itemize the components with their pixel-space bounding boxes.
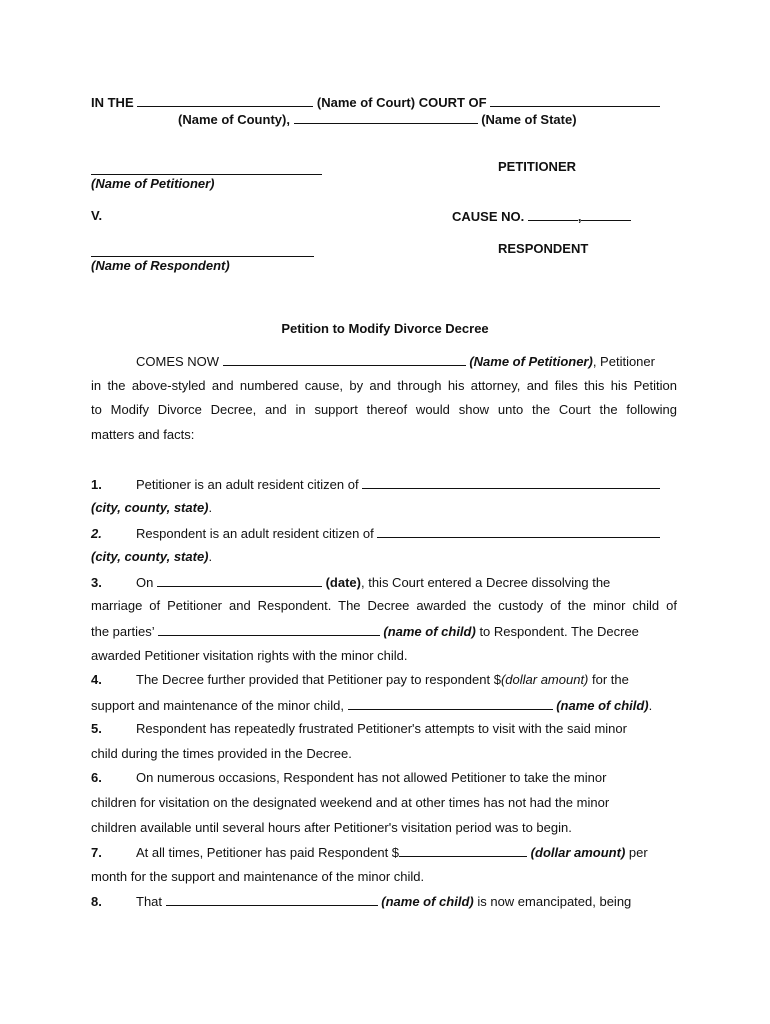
- intro-line-2: in the above-styled and numbered cause, by and through his attorney, and files this his Petition: [91, 378, 677, 393]
- item-6-line-1: [91, 770, 677, 786]
- item-3-parties: the parties’: [91, 624, 155, 639]
- item-3-line-4: awarded Petitioner visitation rights with the minor child.: [91, 648, 408, 663]
- item-8-child-caption: (name of child): [381, 894, 474, 909]
- comes-now-petitioner-blank[interactable]: [223, 353, 466, 366]
- item-4-text: The Decree further provided that Petitioner pay to respondent $: [136, 672, 501, 687]
- item-4-rest: for the: [592, 672, 629, 687]
- county-blank[interactable]: [294, 111, 478, 124]
- item-2-number: 2.: [91, 526, 102, 541]
- item-8-that: That: [136, 894, 163, 909]
- item-2-text: Respondent is an adult resident citizen of: [136, 526, 374, 541]
- cause-no-label: CAUSE NO.: [452, 209, 525, 224]
- item-5-number: 5.: [91, 721, 102, 736]
- in-the-label: IN THE: [91, 95, 134, 110]
- item-3-line-2: marriage of Petitioner and Respondent. The Decree awarded the custody of the minor child of: [91, 598, 677, 613]
- name-of-petitioner-caption: (Name of Petitioner): [91, 176, 215, 191]
- item-1-end: .: [208, 500, 213, 515]
- item-4-amount-caption: (dollar amount): [500, 672, 589, 687]
- item-6-line-2: children for visitation on the designated weekend and at other times has not had the minor: [91, 795, 610, 810]
- item-7-amount-blank[interactable]: [399, 844, 527, 857]
- court-of-blank[interactable]: [490, 94, 660, 107]
- name-of-state-label: (Name of State): [481, 112, 577, 127]
- item-2-line-2: [91, 549, 677, 565]
- item-6-text: On numerous occasions, Respondent has not allowed Petitioner to take the minor: [136, 770, 607, 785]
- item-5-line-1: [91, 721, 677, 737]
- petitioner-name-line[interactable]: [91, 174, 322, 175]
- item-6-number: 6.: [91, 770, 102, 785]
- document-title: Petition to Modify Divorce Decree: [281, 321, 489, 336]
- item-2-location-caption: (city, county, state): [91, 549, 209, 564]
- item-7-text: At all times, Petitioner has paid Respondent $: [136, 845, 400, 860]
- item-4-line-1: [91, 672, 677, 688]
- name-of-respondent-caption: (Name of Respondent): [91, 258, 230, 273]
- item-3-number: 3.: [91, 575, 102, 590]
- respondent-label: RESPONDENT: [498, 241, 589, 256]
- item-3-date-blank[interactable]: [157, 574, 322, 587]
- item-7-amount-caption: (dollar amount): [530, 845, 626, 860]
- item-7-line-2: month for the support and maintenance of the minor child.: [91, 869, 425, 884]
- item-1-line-1: [91, 476, 677, 493]
- item-3-line-1: [91, 574, 677, 591]
- item-2-end: .: [208, 549, 213, 564]
- item-8-line-1: [91, 893, 677, 910]
- comes-now-text: COMES NOW: [136, 354, 220, 369]
- court-header-line-2: [178, 111, 577, 128]
- court-header-line-1: [91, 94, 660, 111]
- item-3-on: On: [136, 575, 154, 590]
- cause-no-blank-2[interactable]: [581, 208, 631, 221]
- intro-line-1: [136, 353, 677, 370]
- item-4-line-2: [91, 697, 677, 714]
- intro-line-4: matters and facts:: [91, 427, 195, 442]
- item-7-number: 7.: [91, 845, 102, 860]
- item-2-residence-blank[interactable]: [377, 525, 660, 538]
- item-1-residence-blank[interactable]: [362, 476, 660, 489]
- petitioner-label: PETITIONER: [498, 159, 577, 174]
- intro-line-3: to Modify Divorce Decree, and in support thereof would show unto the Court the following: [91, 402, 677, 417]
- item-1-text: Petitioner is an adult resident citizen of: [136, 477, 359, 492]
- respondent-name-line[interactable]: [91, 256, 314, 257]
- item-3-date-caption: (date): [325, 575, 361, 590]
- intro-name-of-petitioner: (Name of Petitioner): [469, 354, 593, 369]
- item-6-line-3: children available until several hours after Petitioner's visitation period was to begin.: [91, 820, 572, 835]
- item-1-number: 1.: [91, 477, 102, 492]
- item-5-text: Respondent has repeatedly frustrated Petitioner's attempts to visit with the said minor: [136, 721, 627, 736]
- item-3-rest-2: to Respondent. The Decree: [479, 624, 639, 639]
- item-1-location-caption: (city, county, state): [91, 500, 209, 515]
- item-3-rest: , this Court entered a Decree dissolving the: [360, 575, 611, 590]
- item-3-child-blank[interactable]: [158, 623, 380, 636]
- item-4-line-2-text: support and maintenance of the minor child,: [91, 698, 344, 713]
- item-7-line-1: [91, 844, 677, 861]
- item-5-line-2: child during the times provided in the Decree.: [91, 746, 352, 761]
- item-8-child-blank[interactable]: [166, 893, 378, 906]
- item-4-child-blank[interactable]: [348, 697, 553, 710]
- item-4-child-caption: (name of child): [556, 698, 649, 713]
- court-blank[interactable]: [137, 94, 313, 107]
- intro-petitioner-suffix: , Petitioner: [592, 354, 655, 369]
- name-of-county-label: (Name of County),: [178, 112, 290, 127]
- item-4-end: .: [648, 698, 653, 713]
- item-1-line-2: [91, 500, 677, 516]
- item-8-number: 8.: [91, 894, 102, 909]
- versus-label: V.: [91, 208, 103, 223]
- item-2-line-1: [91, 525, 677, 542]
- cause-no-blank-1[interactable]: [528, 208, 578, 221]
- cause-number-line: [452, 208, 631, 225]
- name-of-court-label: (Name of Court) COURT OF: [316, 95, 487, 110]
- cause-separator: ,: [577, 209, 582, 224]
- item-7-rest: per: [628, 845, 648, 860]
- item-3-child-caption: (name of child): [383, 624, 476, 639]
- item-4-number: 4.: [91, 672, 102, 687]
- item-3-line-3: [91, 623, 677, 640]
- item-8-rest: is now emancipated, being: [477, 894, 632, 909]
